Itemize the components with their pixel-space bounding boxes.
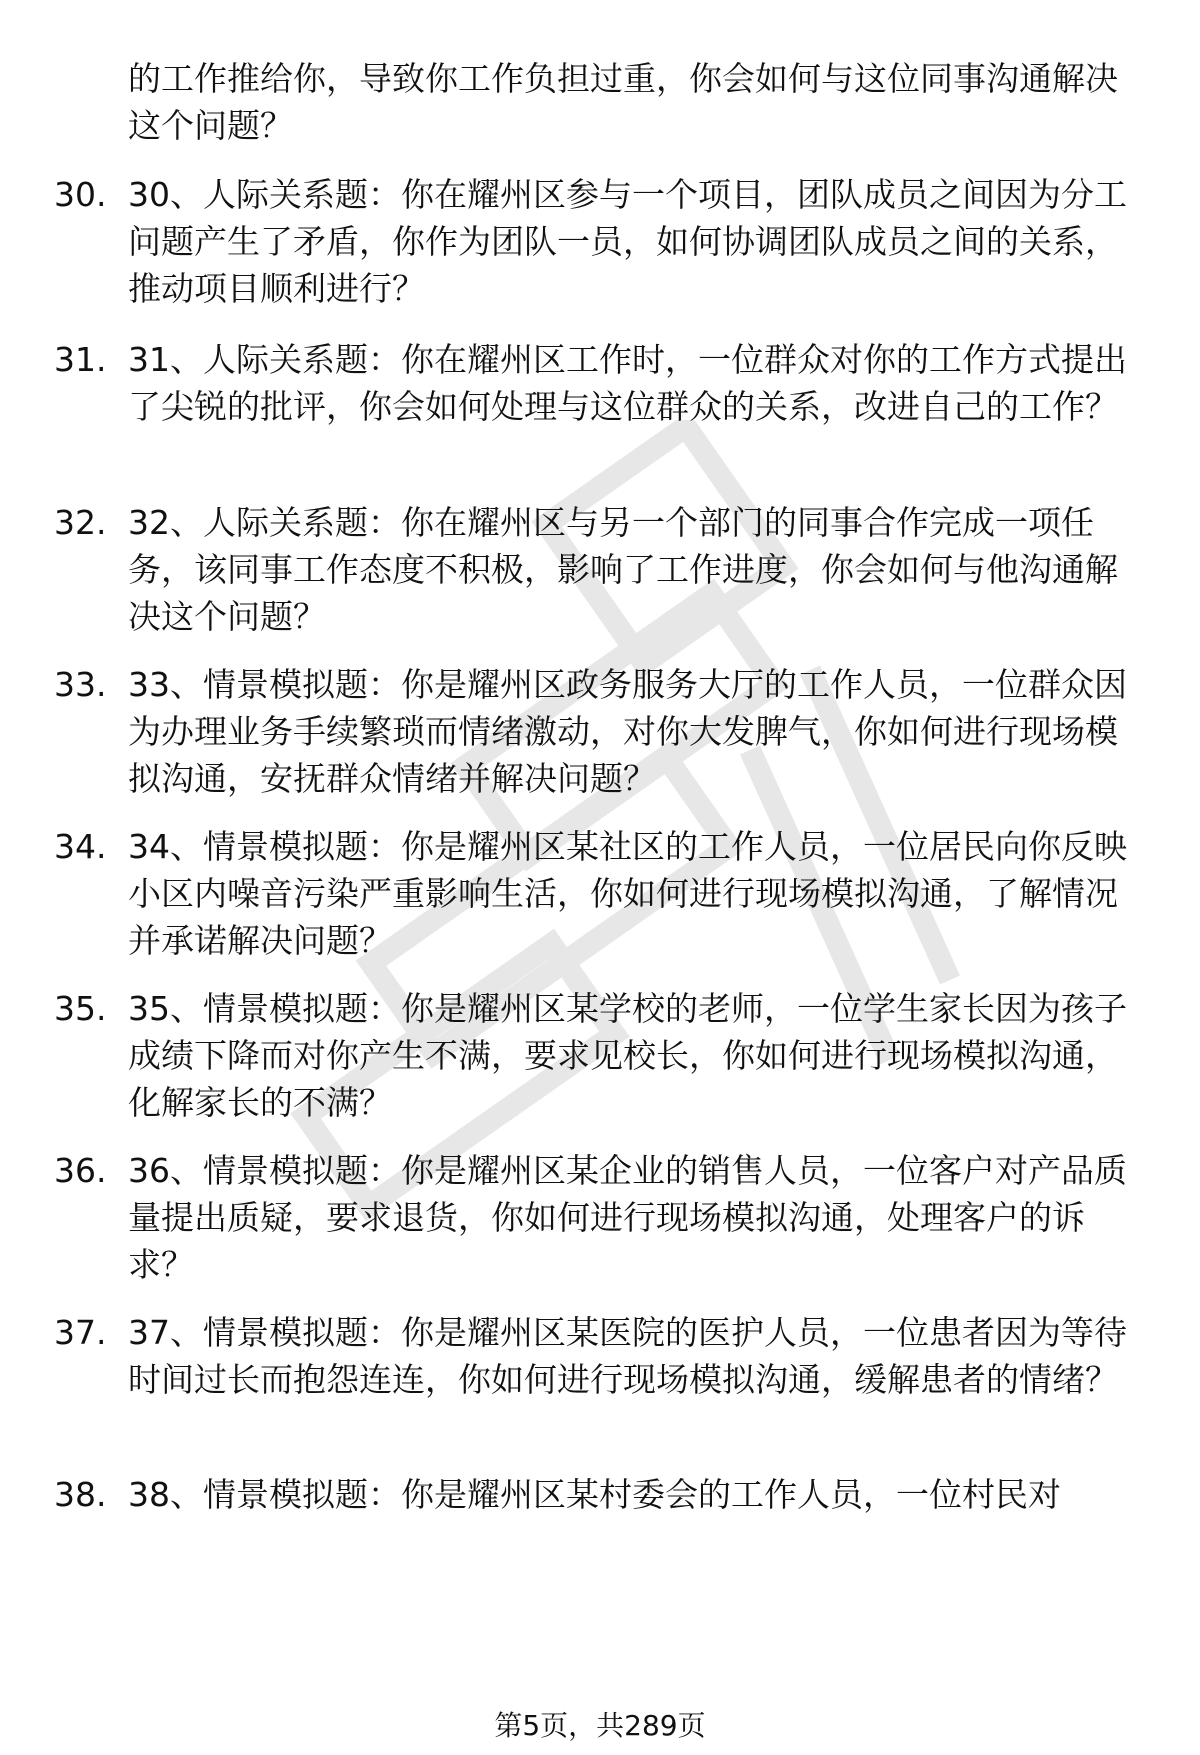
item-number: 35. [54,989,107,1028]
item-text: 38、情景模拟题：你是耀州区某村委会的工作人员，一位村民对 [128,1475,1061,1514]
item-text: 32、人际关系题：你在耀州区与另一个部门的同事合作完成一项任务，该同事工作态度不积极，影响了工作进度，你会如何与他沟通解决这个问题？ [128,503,1118,636]
item-text: 37、情景模拟题：你是耀州区某医院的医护人员，一位患者因为等待时间过长而抱怨连连，你如何进行现场模拟沟通，缓解患者的情绪？ [128,1313,1127,1399]
item-number: 37. [54,1313,107,1352]
item-number: 30. [54,175,107,214]
page-footer: 第5页，共289页 [494,1709,706,1742]
item-number: 36. [54,1151,107,1190]
item-number: 34. [54,827,107,866]
item-text: 36、情景模拟题：你是耀州区某企业的销售人员，一位客户对产品质量提出质疑，要求退货，你如何进行现场模拟沟通，处理客户的诉求？ [128,1151,1127,1284]
item-text: 33、情景模拟题：你是耀州区政务服务大厅的工作人员，一位群众因为办理业务手续繁琐而情绪激动，对你大发脾气，你如何进行现场模拟沟通，安抚群众情绪并解决问题？ [128,665,1127,798]
item-text: 34、情景模拟题：你是耀州区某社区的工作人员，一位居民向你反映小区内噪音污染严重影响生活，你如何进行现场模拟沟通，了解情况并承诺解决问题？ [128,827,1127,960]
item-number: 38. [54,1475,107,1514]
item-text: 31、人际关系题：你在耀州区工作时，一位群众对你的工作方式提出了尖锐的批评，你会如何处理与这位群众的关系，改进自己的工作？ [128,340,1127,426]
item-text: 35、情景模拟题：你是耀州区某学校的老师，一位学生家长因为孩子成绩下降而对你产生不满，要求见校长，你如何进行现场模拟沟通，化解家长的不满？ [128,989,1127,1122]
item-number: 33. [54,665,107,704]
continuation-text: 的工作推给你，导致你工作负担过重，你会如何与这位同事沟通解决这个问题？ [128,59,1118,145]
item-number: 32. [54,503,107,542]
item-text: 30、人际关系题：你在耀州区参与一个项目，团队成员之间因为分工问题产生了矛盾，你作为团队一员，如何协调团队成员之间的关系，推动项目顺利进行？ [128,175,1127,308]
item-number: 31. [54,340,107,379]
